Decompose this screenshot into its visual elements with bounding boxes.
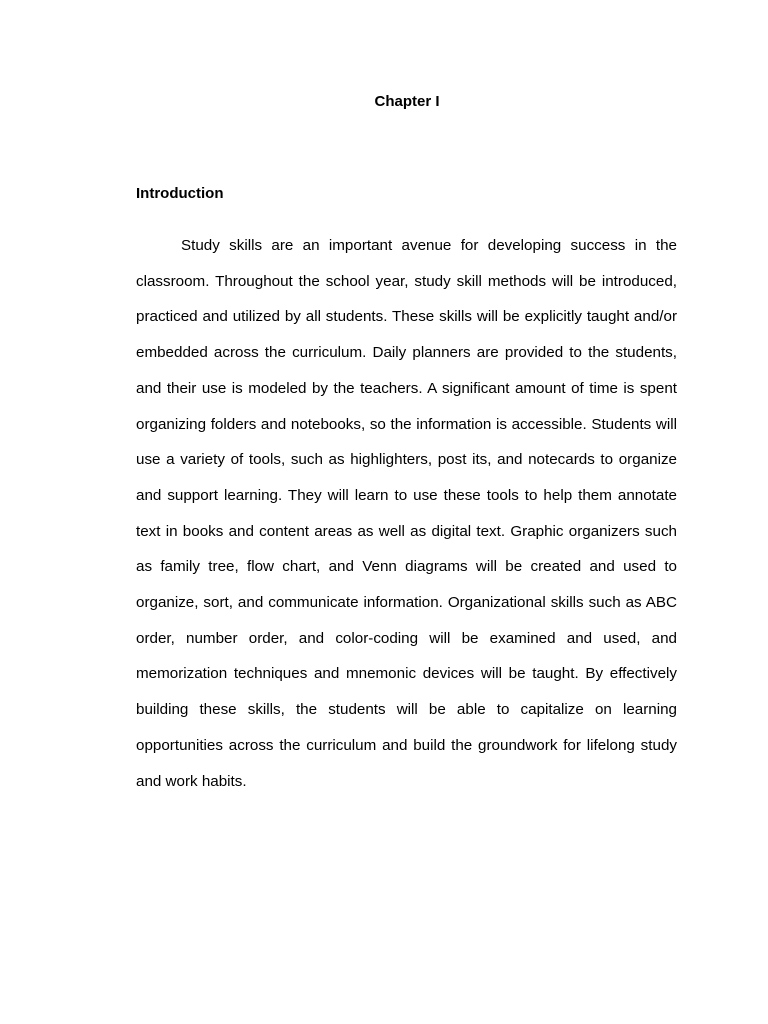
section-heading: Introduction bbox=[136, 185, 224, 202]
body-paragraph: Study skills are an important avenue for developing success in the classroom. Throughout the school year, study skill methods will be introduced, practiced and utilized by all students. These skills will be explicitly taught and/or embedded across the curriculum. Daily planners are provided to the students, and their use is modeled by the teachers. A significant amount of time is spent organizing folders and notebooks, so the information is accessible. Students will use a variety of tools, such as highlighters, post its, and notecards to organize and support learning. They will learn to use these tools to help them annotate text in books and content areas as well as digital text. Graphic organizers such as family tree, flow chart, and Venn diagrams will be created and used to organize, sort, and communicate information. Organizational skills such as ABC order, number order, and color-coding will be examined and used, and memorization techniques and mnemonic devices will be taught. By effectively building these skills, the students will be able to capitalize on learning opportunities across the curriculum and build the groundwork for lifelong study and work habits. bbox=[136, 237, 677, 790]
chapter-title: Chapter I bbox=[374, 93, 440, 110]
